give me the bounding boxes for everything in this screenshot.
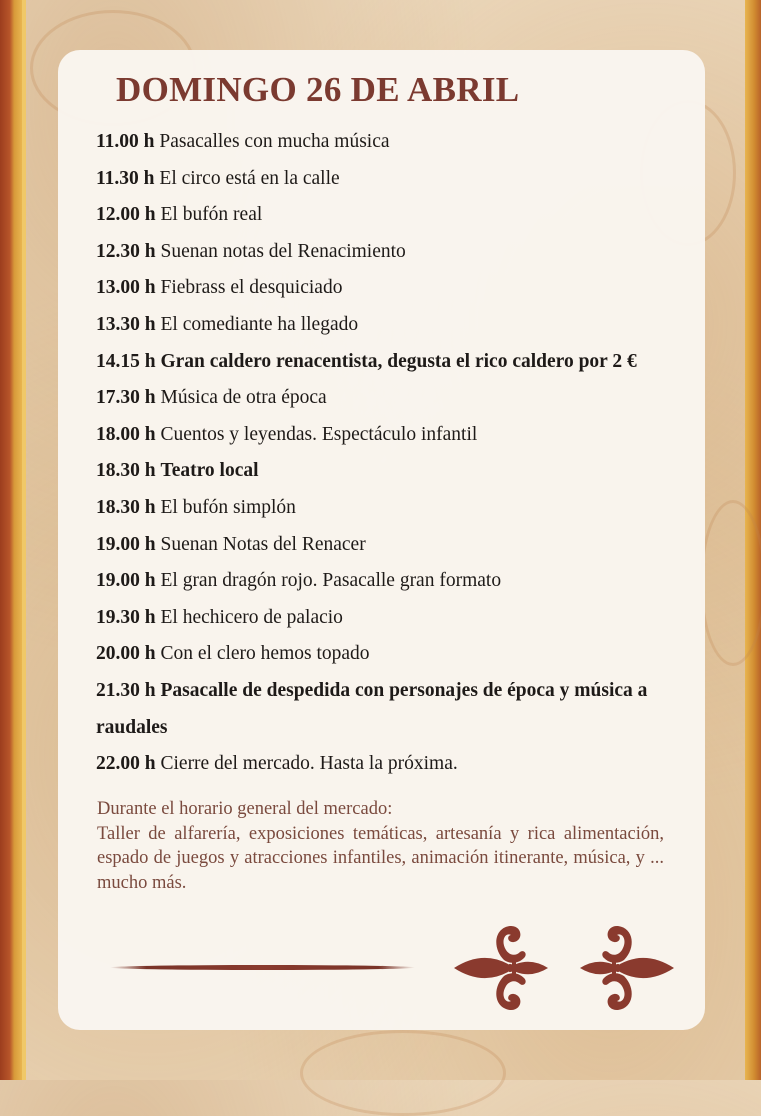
fleur-de-lis-left-icon: [452, 918, 552, 1018]
schedule-item: [96, 636, 676, 673]
general-info-heading: Durante el horario general del mercado:: [97, 799, 393, 819]
fleur-de-lis-icon: [576, 918, 676, 1018]
schedule-item: [96, 490, 676, 527]
schedule-time: 18.30 h: [96, 496, 156, 518]
schedule-description: El circo está en la calle: [159, 167, 340, 189]
schedule-item: [96, 124, 676, 161]
schedule-time: 20.00 h: [96, 643, 156, 665]
background-ornament: [300, 1030, 506, 1116]
general-info-body: Taller de alfarería, exposiciones temáticas, artesanía y rica alimentación, espado de juegos y atracciones infantiles, animación itinerante, música, y ... mucho más.: [97, 823, 664, 893]
schedule-item: [96, 563, 676, 600]
schedule-description: Suenan notas del Renacimiento: [160, 240, 406, 262]
schedule-item: [96, 307, 676, 344]
schedule-description: Pasacalles con mucha música: [159, 131, 390, 152]
schedule-description: El bufón simplón: [160, 496, 296, 518]
schedule-item: [96, 746, 676, 783]
schedule-time: 11.30 h: [96, 167, 155, 189]
schedule-item: [96, 673, 676, 746]
schedule-item: [96, 380, 676, 417]
left-border-strip: [0, 0, 22, 1080]
schedule-time: 22.00 h: [96, 753, 156, 775]
schedule-item: [96, 453, 676, 490]
schedule-time: 19.00 h: [96, 570, 156, 592]
fleur-de-lis-right-icon: [576, 918, 676, 1018]
page-title: DOMINGO 26 DE ABRIL: [116, 70, 520, 109]
schedule-description: Pasacalle de despedida con personajes de época y música a raudales: [96, 679, 648, 738]
schedule-description: Suenan Notas del Renacer: [160, 533, 366, 555]
schedule-item: [96, 234, 676, 271]
schedule-time: 12.00 h: [96, 204, 156, 226]
schedule-item: [96, 600, 676, 637]
schedule-description: Cierre del mercado. Hasta la próxima.: [160, 753, 458, 775]
schedule-description: El hechicero de palacio: [160, 606, 343, 628]
schedule-description: El bufón real: [160, 204, 263, 226]
schedule-item: [96, 527, 676, 564]
schedule-description: Teatro local: [160, 460, 259, 482]
schedule-time: 11.00 h: [96, 131, 155, 152]
schedule-item: [96, 417, 676, 454]
schedule-time: 17.30 h: [96, 387, 156, 409]
fleur-de-lis-icon: [452, 918, 552, 1018]
schedule-time: 14.15 h: [96, 350, 156, 372]
schedule-time: 12.30 h: [96, 240, 156, 262]
schedule-description: Gran caldero renacentista, degusta el rico caldero por 2 €: [160, 350, 637, 372]
schedule-item: [96, 197, 676, 234]
schedule-time: 18.00 h: [96, 423, 156, 445]
schedule-description: Cuentos y leyendas. Espectáculo infantil: [160, 423, 478, 445]
schedule-item: [96, 161, 676, 198]
schedule-item: [96, 344, 676, 381]
schedule-time: 19.30 h: [96, 606, 156, 628]
general-info: [97, 797, 664, 895]
schedule-time: 18.30 h: [96, 460, 156, 482]
schedule-time: 13.30 h: [96, 313, 156, 335]
schedule-time: 21.30 h: [96, 679, 156, 701]
schedule-description: El gran dragón rojo. Pasacalle gran formato: [160, 570, 502, 592]
ornamental-divider: [110, 965, 415, 970]
schedule-description: Música de otra época: [160, 387, 327, 409]
schedule-time: 13.00 h: [96, 277, 156, 299]
background-ornament: [700, 500, 761, 666]
schedule-description: El comediante ha llegado: [160, 313, 359, 335]
schedule-description: Con el clero hemos topado: [160, 643, 370, 665]
schedule-item: [96, 270, 676, 307]
schedule-time: 19.00 h: [96, 533, 156, 555]
schedule-list: [96, 124, 676, 783]
schedule-description: Fiebrass el desquiciado: [160, 277, 343, 299]
